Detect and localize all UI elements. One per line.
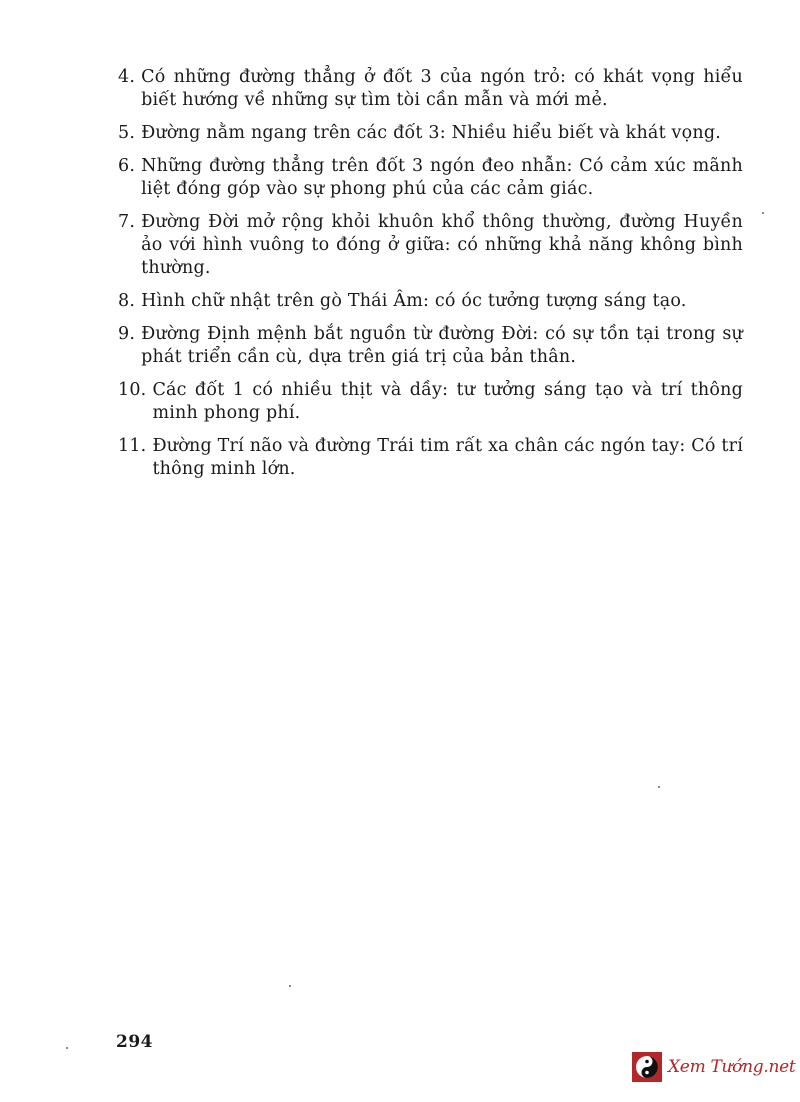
- item-text: Đường Đời mở rộng khỏi khuôn khổ thông thường, đường Huyền ảo với hình vuông to đóng ở giữa: có những khả năng không bình thường.: [141, 212, 743, 278]
- list-item: [118, 155, 743, 201]
- item-number: 7.: [118, 212, 136, 232]
- site-watermark: [632, 1049, 796, 1085]
- watermark-text: Xem Tướng.net: [668, 1057, 796, 1077]
- palmistry-list: [118, 66, 743, 491]
- item-number: 10.: [118, 380, 147, 400]
- list-item: [118, 290, 743, 313]
- scan-speck: [66, 1047, 68, 1049]
- list-item: [118, 379, 743, 425]
- item-number: 5.: [118, 123, 136, 143]
- item-number: 4.: [118, 67, 136, 87]
- item-text: Đường nằm ngang trên các đốt 3: Nhiều hiểu biết và khát vọng.: [141, 123, 722, 143]
- list-item: [118, 122, 743, 145]
- scan-speck: [762, 212, 764, 214]
- list-item: [118, 211, 743, 280]
- list-item: [118, 323, 743, 369]
- item-number: 9.: [118, 324, 136, 344]
- item-number: 8.: [118, 291, 136, 311]
- scan-speck: [289, 985, 291, 987]
- item-text: Các đốt 1 có nhiều thịt và dầy: tư tưởng sáng tạo và trí thông minh phong phí.: [152, 380, 743, 423]
- item-number: 11.: [118, 436, 147, 456]
- yin-yang-icon: [632, 1052, 662, 1082]
- item-text: Đường Định mệnh bắt nguồn từ đường Đời: có sự tồn tại trong sự phát triển cần cù, dựa trên giá trị của bản thân.: [141, 324, 743, 367]
- item-text: Hình chữ nhật trên gò Thái Âm: có óc tưởng tượng sáng tạo.: [141, 291, 687, 311]
- item-text: Có những đường thẳng ở đốt 3 của ngón trỏ: có khát vọng hiểu biết hướng về những sự tìm tòi cần mẫn và mới mẻ.: [141, 67, 743, 110]
- page-number: 294: [116, 1032, 153, 1052]
- scan-speck: [658, 786, 660, 788]
- item-text: Đường Trí não và đường Trái tim rất xa chân các ngón tay: Có trí thông minh lớn.: [152, 436, 743, 479]
- list-item: [118, 435, 743, 481]
- item-number: 6.: [118, 156, 136, 176]
- item-text: Những đường thẳng trên đốt 3 ngón đeo nhẫn: Có cảm xúc mãnh liệt đóng góp vào sự phong phú của các cảm giác.: [141, 156, 743, 199]
- list-item: [118, 66, 743, 112]
